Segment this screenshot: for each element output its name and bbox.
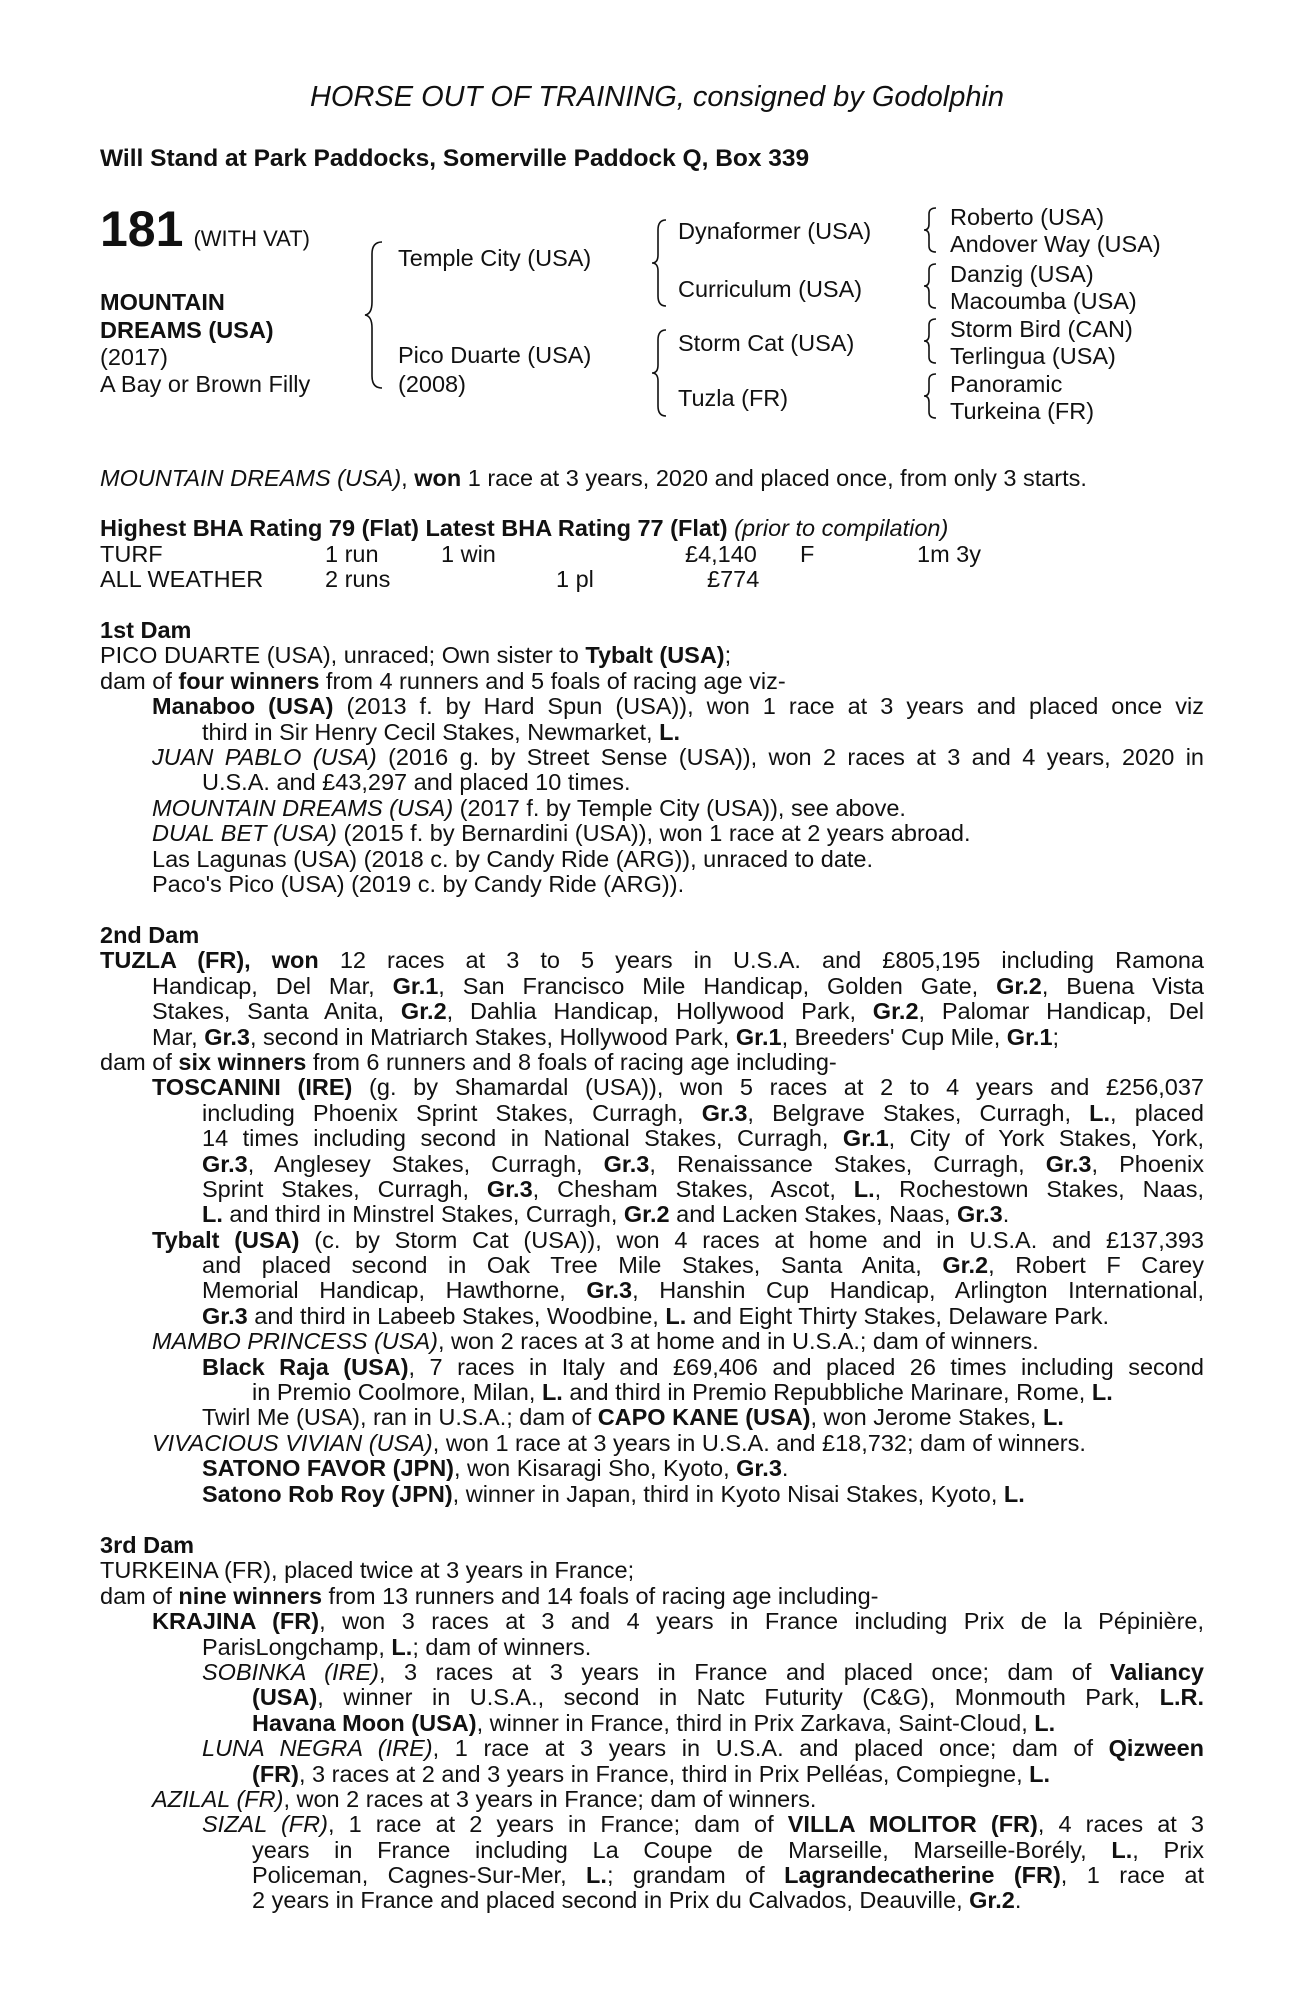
pedigree-brace-6 — [922, 317, 942, 365]
dam-line: TURKEINA (FR), placed twice at 3 years in France; — [100, 1557, 635, 1584]
second-dam-section — [100, 923, 1204, 1507]
produce-line: (FR), 3 races at 2 and 3 years in France, third in Prix Pelléas, Compiegne, L. — [252, 1760, 1051, 1787]
produce-line: Gr.3 and third in Labeeb Stakes, Woodbine, L. and Eight Thirty Stakes, Delaware Park. — [202, 1302, 1110, 1329]
pedigree-g3: Macoumba (USA) — [950, 288, 1137, 314]
produce-line: 14 times including second in National Stakes, Curragh, Gr.1, City of York Stakes, York, — [202, 1125, 1204, 1152]
dam-line: dam of four winners from 4 runners and 5 foals of racing age viz- — [100, 667, 786, 694]
pedigree-dam-dam: Tuzla (FR) — [678, 385, 789, 411]
produce-line: JUAN PABLO (USA) (2016 g. by Street Sense (USA)), won 2 races at 3 and 4 years, 2020 in — [152, 743, 1205, 770]
pedigree-g3: Turkeina (FR) — [950, 398, 1095, 424]
produce-line: years in France including La Coupe de Marseille, Marseille-Borély, L., Prix — [252, 1836, 1204, 1863]
produce-line: U.S.A. and £43,297 and placed 10 times. — [202, 769, 631, 796]
pedigree-brace-7 — [922, 372, 942, 420]
horse-name-line2: DREAMS (USA) — [100, 317, 274, 343]
pedigree-dam: Pico Duarte (USA) — [398, 342, 592, 368]
dam-line: dam of nine winners from 13 runners and 14 foals of racing age including- — [100, 1582, 879, 1609]
pedigree-brace-2 — [650, 218, 674, 308]
horse-description: A Bay or Brown Filly — [100, 371, 311, 397]
section-heading: 1st Dam — [100, 617, 192, 643]
produce-line: TOSCANINI (IRE) (g. by Shamardal (USA)), won 5 races at 2 to 4 years and £256,037 — [152, 1074, 1204, 1101]
section-heading: 3rd Dam — [100, 1532, 195, 1558]
produce-line: Satono Rob Roy (JPN), winner in Japan, third in Kyoto Nisai Stakes, Kyoto, L. — [202, 1480, 1025, 1507]
page-header: HORSE OUT OF TRAINING, consigned by Godolphin — [309, 81, 1005, 113]
produce-line: Las Lagunas (USA) (2018 c. by Candy Ride (ARG)), unraced to date. — [152, 845, 874, 872]
pedigree-sire-sire: Dynaformer (USA) — [678, 218, 872, 244]
produce-line: Black Raja (USA), 7 races in Italy and £69,406 and placed 26 times including second — [202, 1353, 1204, 1380]
produce-line: third in Sir Henry Cecil Stakes, Newmarket, L. — [202, 718, 680, 745]
third-dam-section — [100, 1533, 1204, 1914]
produce-line: (USA), winner in U.S.A., second in Natc Futurity (C&G), Monmouth Park, L.R. — [252, 1684, 1204, 1711]
dam-line: TUZLA (FR), won 12 races at 3 to 5 years in U.S.A. and £805,195 including Ramona — [100, 947, 1205, 974]
lot-number: 181 — [100, 201, 184, 257]
produce-line: SIZAL (FR), 1 race at 2 years in France; dam of VILLA MOLITOR (FR), 4 races at 3 — [202, 1811, 1205, 1838]
produce-line: Gr.3, Anglesey Stakes, Curragh, Gr.3, Renaissance Stakes, Curragh, Gr.3, Phoenix — [202, 1150, 1205, 1177]
pedigree-g3: Roberto (USA) — [950, 204, 1105, 230]
produce-line: VIVACIOUS VIVIAN (USA), won 1 race at 3 years in U.S.A. and £18,732; dam of winners. — [152, 1429, 1086, 1456]
pedigree-brace-3 — [650, 328, 674, 418]
bha-rating: Highest BHA Rating 79 (Flat) Latest BHA Rating 77 (Flat) (prior to compilation) — [100, 515, 949, 541]
produce-line: SATONO FAVOR (JPN), won Kisaragi Sho, Kyoto, Gr.3. — [202, 1455, 789, 1482]
produce-line: in Premio Coolmore, Milan, L. and third in Premio Repubbliche Marinare, Rome, L. — [252, 1379, 1113, 1406]
dam-line: PICO DUARTE (USA), unraced; Own sister to Tybalt (USA); — [100, 642, 732, 669]
first-dam-section — [100, 618, 1204, 897]
pedigree-brace-4 — [922, 206, 942, 254]
produce-line: including Phoenix Sprint Stakes, Curragh, Gr.3, Belgrave Stakes, Curragh, L., placed — [202, 1099, 1204, 1126]
dam-line: Mar, Gr.3, second in Matriarch Stakes, Hollywood Park, Gr.1, Breeders' Cup Mile, Gr.1; — [152, 1023, 1060, 1050]
pedigree-brace-5 — [922, 262, 942, 310]
produce-line: Sprint Stakes, Curragh, Gr.3, Chesham Stakes, Ascot, L., Rochestown Stakes, Naas, — [202, 1175, 1205, 1202]
produce-line: DUAL BET (USA) (2015 f. by Bernardini (USA)), won 1 race at 2 years abroad. — [152, 820, 971, 847]
pedigree-g3: Panoramic — [950, 371, 1063, 397]
section-heading: 2nd Dam — [100, 922, 200, 948]
lot-number-line — [100, 203, 310, 256]
dam-line: Handicap, Del Mar, Gr.1, San Francisco Mile Handicap, Golden Gate, Gr.2, Buena Vista — [152, 972, 1205, 999]
pedigree-g3: Terlingua (USA) — [950, 343, 1116, 369]
produce-line: Memorial Handicap, Hawthorne, Gr.3, Hanshin Cup Handicap, Arlington International, — [202, 1277, 1204, 1304]
produce-line: AZILAL (FR), won 2 races at 3 years in France; dam of winners. — [152, 1785, 817, 1812]
produce-line: 2 years in France and placed second in Prix du Calvados, Deauville, Gr.2. — [252, 1887, 1022, 1914]
pedigree-g3: Danzig (USA) — [950, 261, 1094, 287]
horse-year: (2017) — [100, 344, 168, 370]
produce-line: MAMBO PRINCESS (USA), won 2 races at 3 at home and in U.S.A.; dam of winners. — [152, 1328, 1039, 1355]
pedigree-sire: Temple City (USA) — [398, 245, 592, 271]
produce-line: Policeman, Cagnes-Sur-Mer, L.; grandam of Lagrandecatherine (FR), 1 race at — [252, 1862, 1205, 1889]
produce-line: Havana Moon (USA), winner in France, third in Prix Zarkava, Saint-Cloud, L. — [252, 1709, 1056, 1736]
produce-line: Twirl Me (USA), ran in U.S.A.; dam of CAPO KANE (USA), won Jerome Stakes, L. — [202, 1404, 1064, 1431]
produce-line: Paco's Pico (USA) (2019 c. by Candy Ride (ARG)). — [152, 870, 685, 897]
produce-line: and placed second in Oak Tree Mile Stakes, Santa Anita, Gr.2, Robert F Carey — [202, 1252, 1204, 1279]
dam-line: Stakes, Santa Anita, Gr.2, Dahlia Handicap, Hollywood Park, Gr.2, Palomar Handicap, Del — [152, 998, 1204, 1025]
race-summary: MOUNTAIN DREAMS (USA), won 1 race at 3 years, 2020 and placed once, from only 3 starts. — [100, 465, 1087, 491]
pedigree-brace-1 — [362, 240, 392, 390]
pedigree-g3: Storm Bird (CAN) — [950, 316, 1133, 342]
pedigree-dam-sire: Storm Cat (USA) — [678, 330, 855, 356]
produce-line: SOBINKA (IRE), 3 races at 3 years in France and placed once; dam of Valiancy — [202, 1658, 1204, 1685]
vat-label: (WITH VAT) — [193, 226, 310, 251]
stand-location: Will Stand at Park Paddocks, Somerville Paddock Q, Box 339 — [100, 145, 810, 172]
produce-line: Manaboo (USA) (2013 f. by Hard Spun (USA)), won 1 race at 3 years and placed once viz — [152, 693, 1204, 720]
produce-line: MOUNTAIN DREAMS (USA) (2017 f. by Temple City (USA)), see above. — [152, 794, 906, 821]
dam-line: dam of six winners from 6 runners and 8 foals of racing age including- — [100, 1048, 837, 1075]
produce-line: ParisLongchamp, L.; dam of winners. — [202, 1633, 592, 1660]
produce-line: LUNA NEGRA (IRE), 1 race at 3 years in U.S.A. and placed once; dam of Qizween — [202, 1735, 1204, 1762]
pedigree-sire-dam: Curriculum (USA) — [678, 276, 863, 302]
produce-line: Tybalt (USA) (c. by Storm Cat (USA)), won 4 races at home and in U.S.A. and £137,393 — [152, 1226, 1204, 1253]
produce-line: L. and third in Minstrel Stakes, Curragh, Gr.2 and Lacken Stakes, Naas, Gr.3. — [202, 1201, 1010, 1228]
pedigree-g3: Andover Way (USA) — [950, 231, 1161, 257]
horse-name-line1: MOUNTAIN — [100, 289, 225, 315]
pedigree-dam-year: (2008) — [398, 371, 466, 397]
produce-line: KRAJINA (FR), won 3 races at 3 and 4 years in France including Prix de la Pépinière, — [152, 1608, 1204, 1635]
